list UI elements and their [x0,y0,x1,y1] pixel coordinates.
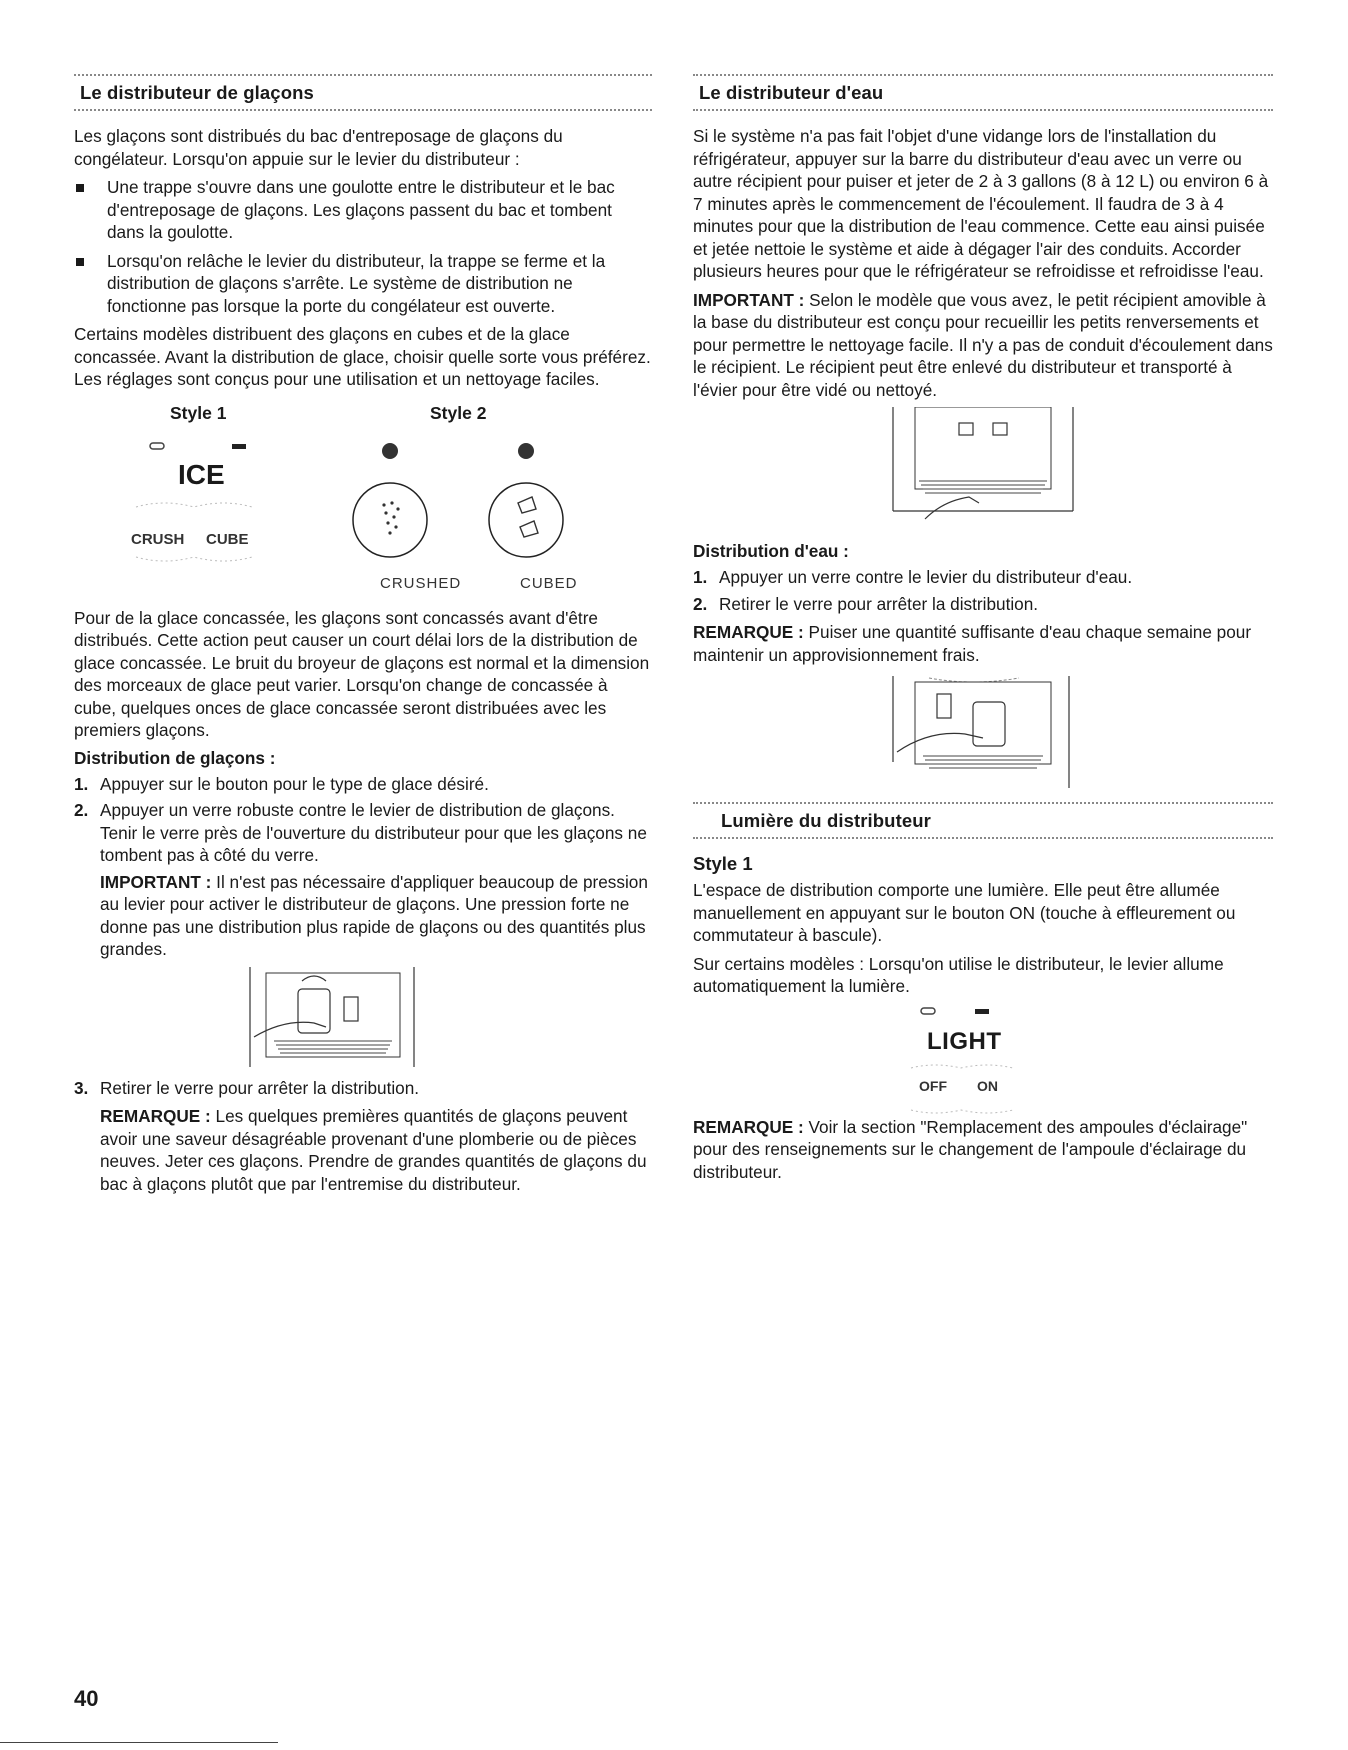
ice-dispenser-header [74,74,652,111]
crushed-label: CRUSHED [380,574,462,592]
important-label: IMPORTANT : [100,871,212,892]
off-button-label: OFF [919,1077,947,1094]
light-remarque-note [693,1116,1273,1184]
list-item [74,1077,652,1196]
style1-label: Style 1 [170,402,227,423]
light-control-figure [693,1004,1273,1116]
crushed-cubed-buttons-icon [342,437,582,577]
ice-remarque-note [100,1105,652,1195]
important-text: Selon le modèle que vous avez, le petit récipient amovible à la base du distributeur est conçu pour recueillir les petits renversements et pour permettre le nettoyage facile. Il n'y a pas de conduit d'écoulement dans le récipient. Le récipient peut être enlevé du distributeur et transporté à l'évier pour être vidé ou nettoyé. [693,289,1273,400]
dispenser-light-title: Lumière du distributeur [721,810,931,831]
bottom-rule [0,1742,278,1743]
page-number: 40 [74,1686,99,1711]
ice-important-note [100,871,652,961]
water-remarque-note [693,621,1273,666]
step-text: Appuyer un verre robuste contre le levier de distribution de glaçons. Tenir le verre près de l'ouverture du distributeur pour que les glaçons ne tombent pas à côté du verre. [100,800,647,865]
list-item [693,566,1273,589]
water-important-note [693,289,1273,402]
ice-word: ICE [178,458,225,490]
step-number: 3. [74,1077,89,1098]
water-dispensing-illustration [693,672,1273,792]
list-item: Une trappe s'ouvre dans une goulotte entre le distributeur et le bac d'entreposage de glaçons. Les glaçons passent du bac et tombent dans la goulotte. [74,176,652,244]
cube-button-label: CUBE [206,530,249,548]
left-column [74,74,652,1201]
ice-bullet-list [74,176,652,317]
models-paragraph: Certains modèles distribuent des glaçons en cubes et de la glace concassée. Avant la distribution de glace, choisir quelle sorte vous préférez. Les réglages sont conçus pour une utilisation et un nettoyage faciles. [74,324,651,389]
ice-steps-list [74,773,652,961]
light-indicator-icons [919,1004,999,1020]
crush-button-label: CRUSH [131,530,185,548]
remarque-label: REMARQUE : [100,1106,211,1126]
crushed-ice-paragraph: Pour de la glace concassée, les glaçons sont concassés avant d'être distribués. Cette action peut causer un court délai lors de la distribution de glace concassée. Le bruit du broyeur de glaçons est normal et la dimension des morceaux de glace peut varier. Lorsqu'on change de concassée à cube, quelques onces de glace concassée seront distribuées avec les premiers glaçons. [74,607,650,740]
remarque-text: Voir la section "Remplacement des ampoules d'éclairage" pour des renseignements sur le changement de l'ampoule d'éclairage du distributeur. [693,1116,1248,1182]
light-style1-heading: Style 1 [693,853,753,874]
water-paragraph: Si le système n'a pas fait l'objet d'une vidange lors de l'installation du réfrigérateur, appuyer sur la barre du distributeur d'eau avec un verre ou autre récipient pour puiser et jeter de 2 à 3 gallons (8 à 12 L) ou environ 6 à 7 minutes après le commencement de l'écoulement. Il faudra de 3 à 4 minutes pour que la distribution de l'eau commence. Cette eau ainsi puisée et jetée nettoie le système et aide à dégager l'air des conduits. Accorder plusieurs heures pour que le réfrigérateur se refroidisse et refroidisse l'eau. [693,126,1269,281]
ice-dispenser-title: Le distributeur de glaçons [80,82,314,103]
ice-step3-list [74,1077,652,1196]
style1-indicator-icons [148,437,258,457]
water-dispenser-title: Le distributeur d'eau [699,82,884,103]
step-text: Retirer le verre pour arrêter la distribution. [100,1077,420,1098]
list-item [693,593,1273,616]
light-paragraph-1: L'espace de distribution comporte une lumière. Elle peut être allumée manuellement en appuyant sur le bouton ON (touche à effleurement ou commutateur à bascule). [693,880,1236,945]
ice-intro: Les glaçons sont distribués du bac d'entreposage de glaçons du congélateur. Lorsqu'on appuie sur le levier du distributeur : [74,126,563,169]
right-column [693,74,1273,1189]
water-steps-list [693,566,1273,615]
list-item: Lorsqu'on relâche le levier du distributeur, la trappe se ferme et la distribution de glaçons s'arrête. Le système de distribution ne fonctionne pas lorsque la porte du congélateur est ouverte. [74,250,652,318]
ice-distribution-heading: Distribution de glaçons : [74,747,276,768]
remarque-text: Puiser une quantité suffisante d'eau chaque semaine pour maintenir un approvisionnement frais. [693,622,1252,665]
remarque-label: REMARQUE : [693,1116,804,1137]
drip-tray-illustration [693,407,1273,537]
remarque-label: REMARQUE : [693,622,804,642]
ice-style-figure [74,397,652,607]
step-number: 1. [74,773,89,794]
step-number: 1. [693,567,708,587]
important-text: Il n'est pas nécessaire d'appliquer beaucoup de pression au levier pour activer le distributeur de glaçons. Une pression forte ne donne pas une distribution plus rapide de glaçons ou des quantités plus grandes. [100,871,648,959]
water-dispenser-header [693,74,1273,111]
ice-dispensing-illustration [74,967,652,1071]
step-text: Appuyer un verre contre le levier du distributeur d'eau. [719,567,1133,587]
on-button-label: ON [977,1077,998,1094]
style2-label: Style 2 [430,402,487,423]
list-item [74,773,652,796]
step-number: 2. [693,593,708,614]
step-text: Retirer le verre pour arrêter la distribution. [719,593,1039,614]
light-paragraph-2: Sur certains modèles : Lorsqu'on utilise le distributeur, le levier allume automatiquement la lumière. [693,953,1224,996]
dispenser-light-header [693,802,1273,839]
important-label: IMPORTANT : [693,289,805,310]
water-distribution-heading: Distribution d'eau : [693,541,849,561]
cubed-label: CUBED [520,574,578,592]
list-item [74,799,652,961]
remarque-text: Les quelques premières quantités de glaçons peuvent avoir une saveur désagréable provenant d'une plomberie ou de pièces neuves. Jeter ces glaçons. Prendre de grandes quantités de glaçons du bac à glaçons plutôt que par l'entremise du distributeur. [100,1106,647,1194]
step-number: 2. [74,800,89,820]
light-word: LIGHT [927,1027,1002,1055]
step-text: Appuyer sur le bouton pour le type de glace désiré. [100,773,489,794]
